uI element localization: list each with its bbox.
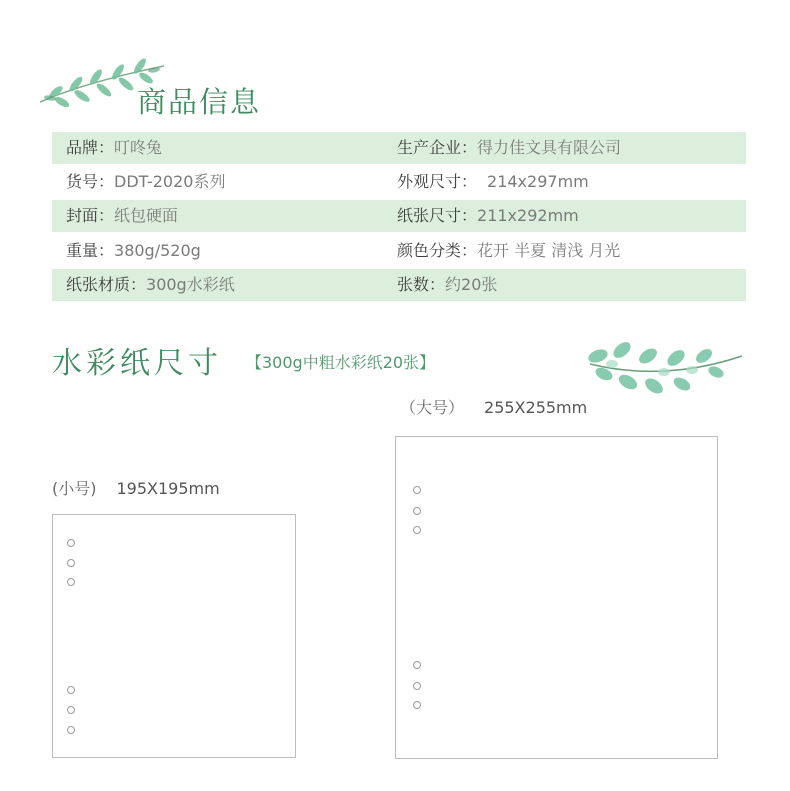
info-value: 300g水彩纸 (146, 275, 235, 294)
info-row (52, 166, 746, 198)
info-key: 品牌： (66, 138, 115, 157)
small-size-dimensions: 195X195mm (116, 479, 220, 498)
info-key: 货号： (66, 172, 115, 191)
large-paper-diagram (395, 436, 718, 759)
info-key: 张数： (397, 275, 446, 294)
hole-icon (413, 526, 421, 534)
hole-icon (67, 726, 75, 734)
info-key: 纸张尺寸： (397, 206, 478, 225)
info-value: 214x297mm (487, 172, 589, 191)
info-row (52, 269, 746, 301)
info-key: 封面： (66, 206, 115, 225)
info-key: 外观尺寸： (397, 172, 478, 191)
info-key: 纸张材质： (66, 275, 147, 294)
section-subtitle: 【300g中粗水彩纸20张】 (246, 353, 436, 372)
small-paper-diagram (52, 514, 296, 758)
info-row (52, 200, 746, 232)
info-value: 380g/520g (114, 241, 201, 260)
large-size-label (400, 395, 587, 418)
info-value: 叮咚兔 (114, 138, 163, 157)
info-row (52, 235, 746, 267)
info-value: 花开 半夏 清浅 月光 (477, 241, 621, 260)
large-size-dimensions: 255X255mm (484, 398, 588, 417)
info-key: 重量： (66, 241, 115, 260)
info-value: 211x292mm (477, 206, 579, 225)
leaf-branch-icon (584, 334, 746, 400)
info-row (52, 132, 746, 164)
info-value: 得力佳文具有限公司 (477, 138, 622, 157)
page-title: 商品信息 (137, 85, 262, 119)
info-key: 颜色分类： (397, 241, 478, 260)
hole-icon (67, 539, 75, 547)
hole-icon (67, 578, 75, 586)
section-title: 水彩纸尺寸 (52, 346, 222, 381)
info-value: 纸包硬面 (114, 206, 179, 225)
info-value: 约20张 (445, 275, 498, 294)
hole-icon (413, 661, 421, 669)
small-size-name: (小号) (52, 479, 97, 498)
info-key: 生产企业： (397, 138, 478, 157)
hole-icon (413, 701, 421, 709)
hole-icon (67, 706, 75, 714)
hole-icon (413, 682, 421, 690)
large-size-name: （大号） (400, 398, 465, 417)
info-value: DDT-2020系列 (114, 172, 226, 191)
hole-icon (67, 559, 75, 567)
hole-icon (413, 486, 421, 494)
small-size-label (52, 476, 220, 499)
hole-icon (67, 686, 75, 694)
hole-icon (413, 507, 421, 515)
